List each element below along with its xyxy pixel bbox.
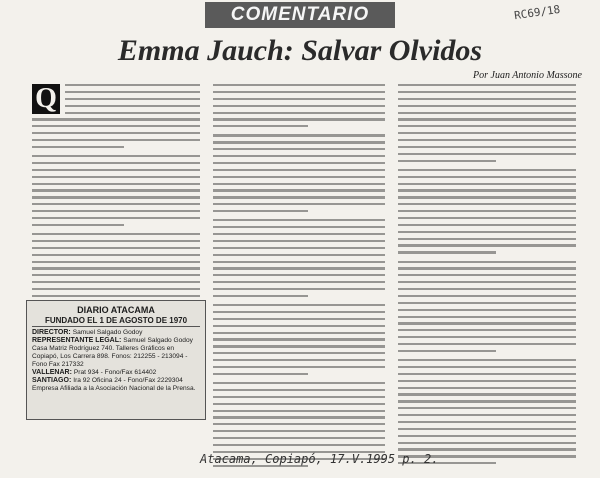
text-line xyxy=(213,105,385,107)
text-line xyxy=(398,350,496,352)
text-line xyxy=(213,134,385,136)
text-line xyxy=(398,189,576,191)
text-line xyxy=(398,302,576,304)
masthead-row xyxy=(32,385,200,393)
text-line xyxy=(398,176,576,178)
masthead-row xyxy=(32,337,200,345)
text-line xyxy=(398,366,576,368)
text-line xyxy=(398,400,576,402)
text-line xyxy=(32,169,200,171)
text-line xyxy=(398,132,576,134)
text-line xyxy=(213,98,385,100)
text-line xyxy=(32,233,200,235)
text-line xyxy=(213,295,308,297)
clipping-source-note: Atacama, Copiapó, 17.V.1995 p. 2. xyxy=(200,452,439,466)
text-line xyxy=(398,316,576,318)
text-line xyxy=(65,91,200,93)
column-2-text xyxy=(213,84,385,467)
text-line xyxy=(32,224,124,226)
text-line xyxy=(398,203,576,205)
text-line xyxy=(398,169,576,171)
text-line xyxy=(398,84,576,86)
text-line xyxy=(213,267,385,269)
text-line xyxy=(213,176,385,178)
text-line xyxy=(398,359,576,361)
text-line xyxy=(213,112,385,114)
text-line xyxy=(398,295,576,297)
article-column-3 xyxy=(398,84,576,469)
text-line xyxy=(32,261,200,263)
text-line xyxy=(32,118,200,120)
text-line xyxy=(398,309,576,311)
text-line xyxy=(213,226,385,228)
text-line xyxy=(398,139,576,141)
text-line xyxy=(32,139,200,141)
text-line xyxy=(213,84,385,86)
masthead-row-value: Empresa Afiliada a la Asociación Nacional de la Prensa. xyxy=(32,385,196,392)
text-line xyxy=(398,261,576,263)
text-line xyxy=(398,118,576,120)
text-line xyxy=(213,254,385,256)
text-line xyxy=(213,416,385,418)
text-line xyxy=(213,125,308,127)
text-line xyxy=(398,238,576,240)
article-headline: Emma Jauch: Salvar Olvidos xyxy=(117,34,483,67)
text-line xyxy=(213,366,385,368)
text-line xyxy=(213,183,385,185)
text-line xyxy=(398,373,576,375)
text-line xyxy=(65,84,200,86)
article-column-1 xyxy=(32,84,200,309)
text-line xyxy=(32,240,200,242)
text-line xyxy=(32,125,200,127)
text-line xyxy=(213,325,385,327)
drop-cap: Q xyxy=(32,84,60,114)
text-line xyxy=(398,336,576,338)
masthead-row-label: REPRESENTANTE LEGAL: xyxy=(32,337,124,344)
text-line xyxy=(398,210,576,212)
article-byline: Por Juan Antonio Massone xyxy=(473,70,582,81)
text-line xyxy=(213,338,385,340)
text-line xyxy=(65,98,200,100)
masthead-details xyxy=(32,329,200,393)
text-line xyxy=(32,176,200,178)
text-line xyxy=(213,311,385,313)
text-line xyxy=(398,448,576,450)
text-line xyxy=(213,240,385,242)
text-line xyxy=(398,329,576,331)
text-line xyxy=(213,210,308,212)
text-line xyxy=(32,162,200,164)
text-line xyxy=(398,407,576,409)
text-line xyxy=(398,343,576,345)
text-line xyxy=(213,233,385,235)
text-line xyxy=(32,189,200,191)
text-line xyxy=(213,148,385,150)
masthead-title: DIARIO ATACAMA xyxy=(77,305,155,315)
masthead-row-label: SANTIAGO: xyxy=(32,377,74,384)
text-line xyxy=(65,112,200,114)
text-line xyxy=(398,322,576,324)
article-column-2 xyxy=(213,84,385,471)
text-line xyxy=(398,421,576,423)
masthead-row xyxy=(32,369,200,377)
text-line xyxy=(398,274,576,276)
masthead-row-value: Samuel Salgado Godoy xyxy=(123,337,193,344)
text-line xyxy=(398,288,576,290)
text-line xyxy=(213,444,385,446)
text-line xyxy=(398,196,576,198)
text-line xyxy=(213,196,385,198)
text-line xyxy=(32,274,200,276)
archive-handwritten-note: RC69/18 xyxy=(513,2,562,23)
text-line xyxy=(398,91,576,93)
masthead-row-value: Ira 92 Oficina 24 - Fono/Fax 2229304 xyxy=(73,377,183,384)
text-line xyxy=(398,267,576,269)
masthead-row-label: VALLENAR: xyxy=(32,369,74,376)
text-line xyxy=(213,423,385,425)
text-line xyxy=(398,435,576,437)
text-line xyxy=(398,428,576,430)
text-line xyxy=(398,160,496,162)
text-line xyxy=(213,396,385,398)
text-line xyxy=(213,359,385,361)
text-line xyxy=(213,373,308,375)
text-line xyxy=(398,112,576,114)
text-line xyxy=(32,132,200,134)
text-line xyxy=(213,352,385,354)
text-line xyxy=(213,169,385,171)
text-line xyxy=(213,91,385,93)
text-line xyxy=(213,155,385,157)
text-line xyxy=(32,281,200,283)
text-line xyxy=(213,288,385,290)
masthead-row-value: Casa Matriz Rodríguez 740. Talleres Gráficos en Copiapó, Los Carrera 898. Fonos: 212255 - 213094 - Fono Fax 217332 xyxy=(32,345,188,368)
text-line xyxy=(213,403,385,405)
text-line xyxy=(32,288,200,290)
masthead-row xyxy=(32,377,200,385)
text-line xyxy=(213,389,385,391)
column-3-text xyxy=(398,84,576,464)
column-1-text xyxy=(32,84,200,304)
text-line xyxy=(32,210,200,212)
text-line xyxy=(213,318,385,320)
text-line xyxy=(398,217,576,219)
text-line xyxy=(213,118,385,120)
text-line xyxy=(32,203,200,205)
text-line xyxy=(213,437,385,439)
text-line xyxy=(32,196,200,198)
text-line xyxy=(398,387,576,389)
text-line xyxy=(213,430,385,432)
text-line xyxy=(398,414,576,416)
masthead-row-label: DIRECTOR: xyxy=(32,329,73,336)
section-banner: COMENTARIO xyxy=(205,2,395,28)
text-line xyxy=(213,281,385,283)
text-line xyxy=(398,281,576,283)
text-line xyxy=(398,231,576,233)
text-line xyxy=(32,183,200,185)
text-line xyxy=(213,162,385,164)
text-line xyxy=(32,155,200,157)
newspaper-masthead xyxy=(26,300,206,420)
text-line xyxy=(32,295,200,297)
text-line xyxy=(213,247,385,249)
masthead-row xyxy=(32,345,200,369)
masthead-row xyxy=(32,329,200,337)
text-line xyxy=(32,247,200,249)
text-line xyxy=(213,203,385,205)
text-line xyxy=(213,261,385,263)
text-line xyxy=(398,380,576,382)
text-line xyxy=(398,251,496,253)
masthead-row-value: Samuel Salgado Godoy xyxy=(72,329,143,336)
text-line xyxy=(398,125,576,127)
text-line xyxy=(213,304,385,306)
masthead-founded: FUNDADO EL 1 DE AGOSTO DE 1970 xyxy=(32,316,200,327)
text-line xyxy=(213,189,385,191)
text-line xyxy=(213,219,385,221)
text-line xyxy=(398,183,576,185)
text-line xyxy=(213,274,385,276)
text-line xyxy=(32,267,200,269)
text-line xyxy=(32,217,200,219)
text-line xyxy=(32,254,200,256)
text-line xyxy=(213,410,385,412)
text-line xyxy=(32,146,124,148)
text-line xyxy=(213,345,385,347)
text-line xyxy=(65,105,200,107)
text-line xyxy=(398,393,576,395)
text-line xyxy=(398,98,576,100)
text-line xyxy=(398,442,576,444)
text-line xyxy=(213,382,385,384)
text-line xyxy=(398,224,576,226)
text-line xyxy=(398,244,576,246)
text-line xyxy=(398,153,576,155)
text-line xyxy=(398,146,576,148)
text-line xyxy=(213,332,385,334)
masthead-row-value: Prat 934 - Fono/Fax 614402 xyxy=(73,369,157,376)
text-line xyxy=(398,105,576,107)
text-line xyxy=(213,141,385,143)
